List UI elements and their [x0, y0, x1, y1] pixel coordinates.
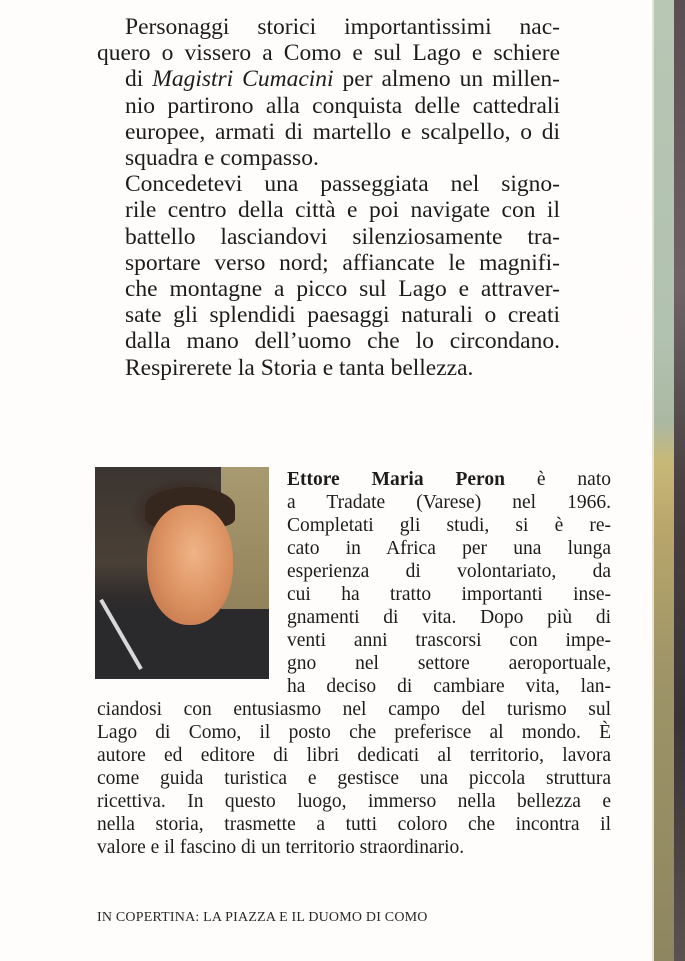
- cover-caption: IN COPERTINA: LA PIAZZA E IL DUOMO DI COMO: [97, 910, 428, 925]
- text-line: nio partirono alla conquista delle cattedrali: [125, 92, 560, 119]
- text-line: venti anni trascorsi con impe-: [287, 630, 611, 651]
- author-name: Ettore Maria Peron: [287, 469, 505, 490]
- intro-paragraph-2: [97, 171, 560, 381]
- text-line: europee, armati di martello e scalpello, o di: [125, 118, 560, 145]
- text-line: ha deciso di cambiare vita, lan-: [287, 676, 611, 697]
- text-line: Respirerete la Storia e tanta bellezza.: [125, 354, 474, 381]
- text-line: a Tradate (Varese) nel 1966.: [287, 492, 611, 513]
- text-line: ricettiva. In questo luogo, immerso nella bellezza e: [97, 791, 611, 812]
- text-line: battello lasciandovi silenziosamente tra-: [125, 223, 560, 250]
- text-line: valore e il fascino di un territorio straordinario.: [97, 837, 465, 858]
- text-line: nella storia, trasmette a tutti coloro che incontra il: [97, 814, 611, 835]
- text-line: quero o vissero a Como e sul Lago e schiere: [97, 40, 560, 67]
- text-line: esperienza di volontariato, da: [287, 561, 611, 582]
- text-line: gno nel settore aeroportuale,: [287, 653, 611, 674]
- text-line: che montagne a picco sul Lago e attraver-: [125, 276, 560, 303]
- author-bio: [97, 468, 611, 859]
- text-line: cui ha tratto importanti inse-: [287, 584, 611, 605]
- text-line: Concedetevi una passeggiata nel signo-: [125, 171, 560, 198]
- text-line: dalla mano dell’uomo che lo circondano.: [125, 328, 560, 355]
- text-line: rile centro della città e poi navigate con il: [125, 197, 560, 224]
- text-line: sate gli splendidi paesaggi naturali o creati: [125, 302, 560, 329]
- text-line: di Magistri Cumacini per almeno un millen-: [125, 66, 560, 93]
- text-line: Lago di Como, il posto che preferisce al mondo. È: [97, 722, 611, 743]
- text-line: Completati gli studi, si è re-: [287, 515, 611, 536]
- text-line: cato in Africa per una lunga: [287, 538, 611, 559]
- cover-image-edge: [652, 0, 685, 961]
- italic-term: Magistri Cumacini: [152, 66, 334, 93]
- text-line: come guida turistica e gestisce una piccola struttura: [97, 768, 611, 789]
- text-line: autore ed editore di libri dedicati al territorio, lavora: [97, 745, 611, 766]
- text-line: squadra e compasso.: [125, 145, 319, 172]
- intro-paragraph-1: [97, 14, 560, 171]
- intro-text: [97, 14, 560, 381]
- text-line: gnamenti di vita. Dopo più di: [287, 607, 611, 628]
- text-line: Personaggi storici importantissimi nac-: [125, 14, 560, 40]
- text-line: Ettore Maria Peron è nato: [287, 469, 611, 490]
- text-line: ciandosi con entusiasmo nel campo del turismo sul: [97, 699, 611, 720]
- text-line: sportare verso nord; affiancate le magnifi-: [125, 249, 560, 276]
